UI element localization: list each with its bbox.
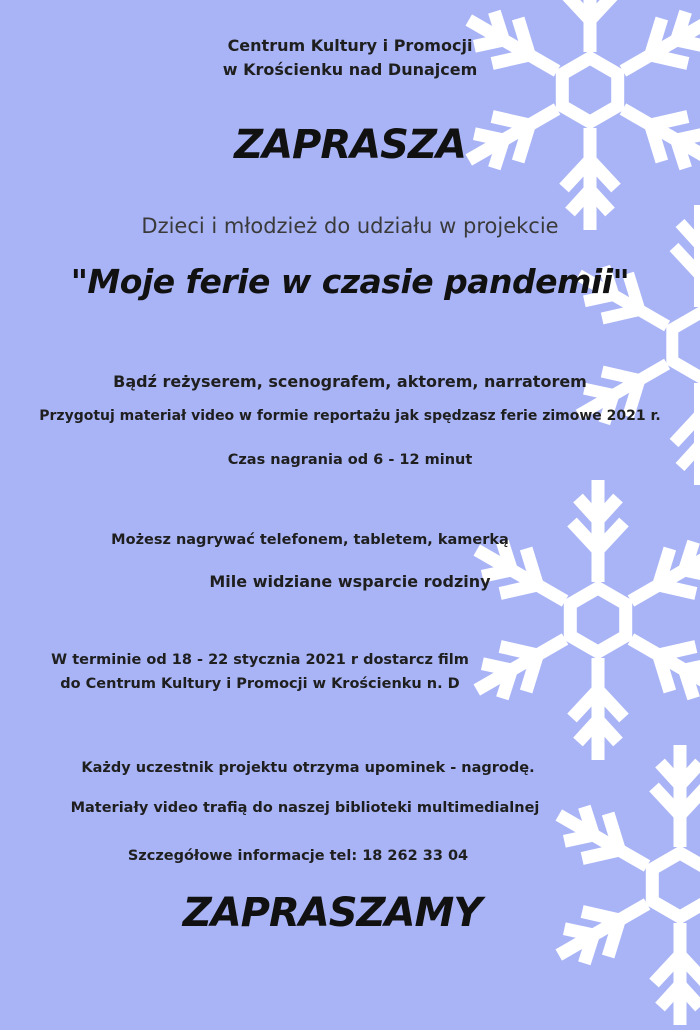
organizer-line-2: w Krościenku nad Dunajcem	[222, 60, 478, 79]
duration-line: Czas nagrania od 6 - 12 minut	[227, 452, 473, 468]
contact-line: Szczegółowe informacje tel: 18 262 33 04	[127, 848, 469, 864]
deadline-line-1: W terminie od 18 - 22 stycznia 2021 r dostarcz film	[51, 652, 469, 668]
invite-title: ZAPRASZA	[234, 122, 466, 168]
snowflake-icon	[535, 740, 700, 1030]
subtitle: Dzieci i młodzież do udziału w projekcie	[141, 214, 559, 238]
family-line: Mile widziane wsparcie rodziny	[209, 572, 491, 591]
library-line: Materiały video trafią do naszej biblioteki multimedialnej	[70, 800, 540, 816]
project-title: "Moje ferie w czasie pandemii"	[70, 262, 630, 301]
deadline-line-2: do Centrum Kultury i Promocji w Krościenku n. D	[60, 676, 460, 692]
closing-title: ZAPRASZAMY	[182, 890, 482, 936]
snowflake-icon	[555, 200, 700, 490]
prepare-line: Przygotuj materiał video w formie reportażu jak spędzasz ferie zimowe 2021 r.	[39, 408, 661, 424]
devices-line: Możesz nagrywać telefonem, tabletem, kamerką	[111, 532, 509, 548]
roles-line: Bądź reżyserem, scenografem, aktorem, narratorem	[113, 372, 587, 391]
organizer-line-1: Centrum Kultury i Promocji	[227, 36, 473, 55]
snowflake-icon	[448, 470, 700, 770]
organizer-heading	[0, 34, 700, 82]
prize-line: Każdy uczestnik projektu otrzyma upominek - nagrodę.	[81, 760, 535, 776]
